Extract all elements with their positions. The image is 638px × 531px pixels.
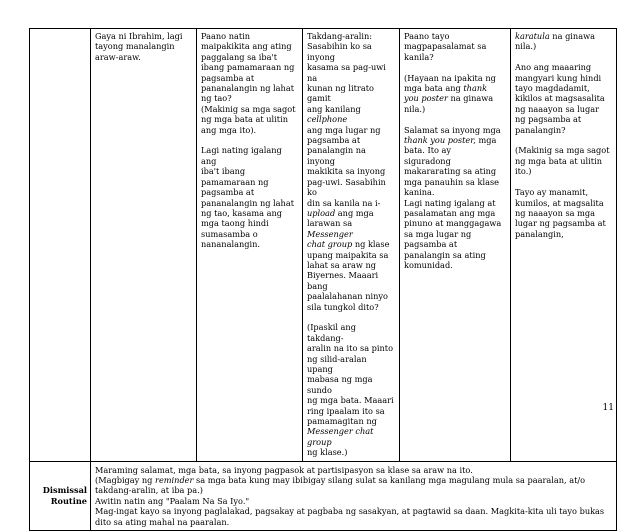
italic-term: karatula: [515, 31, 550, 41]
day-cell-5: karatula na ginawa nila.) Ano ang maaaring mangyari kung hindi tayo magdadamit, kikilos at magsasalita ng naaayon sa lugar ng pagsamba at panalangin? (Makinig sa mga sagot ng mga bata at ulitin ito.) Tayo ay manamit, kumilos, at magsalita ng naaayon sa mga lugar ng pagsamba at panalangin,: [511, 29, 617, 462]
italic-term: reminder: [155, 475, 194, 486]
day-cell-4: Paano tayo magpapasalamat sa kanila? (Hayaan na ipakita ng mga bata ang thank you poster na ginawa nila.) Salamat sa inyong mga thank you poster, mga bata. Ito ay siguradong makararating sa ating mga panauhin sa klase kanina. Lagi nating igalang at pasalamatan ang mga pinuno at manggagawa sa mga lugar ng pagsamba at panalangin sa ating komunidad.: [400, 29, 511, 462]
italic-term: Messenger chat group: [307, 426, 374, 447]
italic-term: Messenger chat group: [307, 228, 353, 250]
lesson-activities-row: [30, 29, 617, 462]
lesson-plan-table: [29, 28, 617, 531]
dismissal-routine-row: [30, 461, 617, 530]
page-number: 11: [602, 403, 614, 413]
day-cell-2: Paano natin maipakikita ang ating paggalang sa iba't ibang pamamaraan ng pagsamba at pananalangin ng lahat ng tao? (Makinig sa mga sagot ng mga bata at ulitin ang mga ito). Lagi nating igalang ang iba't ibang pamamaraan ng pagsamba at pananalangin ng lahat ng tao, kasama ang mga taong hindi sumasamba o nananalangin.: [197, 29, 303, 462]
dismissal-routine-label: Dismissal Routine: [30, 461, 91, 530]
day-cell-1: Gaya ni Ibrahim, lagi tayong manalangin araw-araw.: [91, 29, 197, 462]
row-label-empty: [30, 29, 91, 462]
dismissal-routine-text: Maraming salamat, mga bata, sa inyong pagpasok at partisipasyon sa klase sa araw na ito. (Magbigay ng reminder sa mga bata kung may ibibigay silang sulat sa kanilang mga magulang mula sa paaralan, at/o takdang-aralin, at iba pa.) Awitin natin ang "Paalam Na Sa Iyo." Mag-ingat kayo sa inyong paglalakad, pagsakay at pagbaba ng sasakyan, at pagtawid sa daan. Magkita-kita uli tayo bukas dito sa ating mahal na paaralan.: [91, 461, 617, 530]
italic-term: upload: [307, 207, 336, 218]
italic-term: cellphone: [307, 114, 348, 125]
day-cell-3: Takdang-aralin: Sasabihin ko sa inyong kasama sa pag-uwi na kunan ng litrato gamit ang kanilang cellphone ang mga lugar ng pagsamba at panalangin na inyong makikita sa inyong pag-uwi. Sasabihin ko din sa kanila na i- upload ang mga larawan sa Messenger chat group ng klase upang maipakita sa lahat sa araw ng Biyernes. Maaari bang paalalahanan ninyo sila tungkol dito? (Ipaskil ang takdang- aralin na ito sa pinto ng silid-aralan upang mabasa ng mga sundo ng mga bata. Maaari ring ipaalam ito sa pamamagitan ng Messenger chat group ng klase.): [303, 29, 400, 462]
italic-term: thank you poster: [404, 83, 488, 104]
italic-term: thank you poster,: [404, 135, 476, 146]
